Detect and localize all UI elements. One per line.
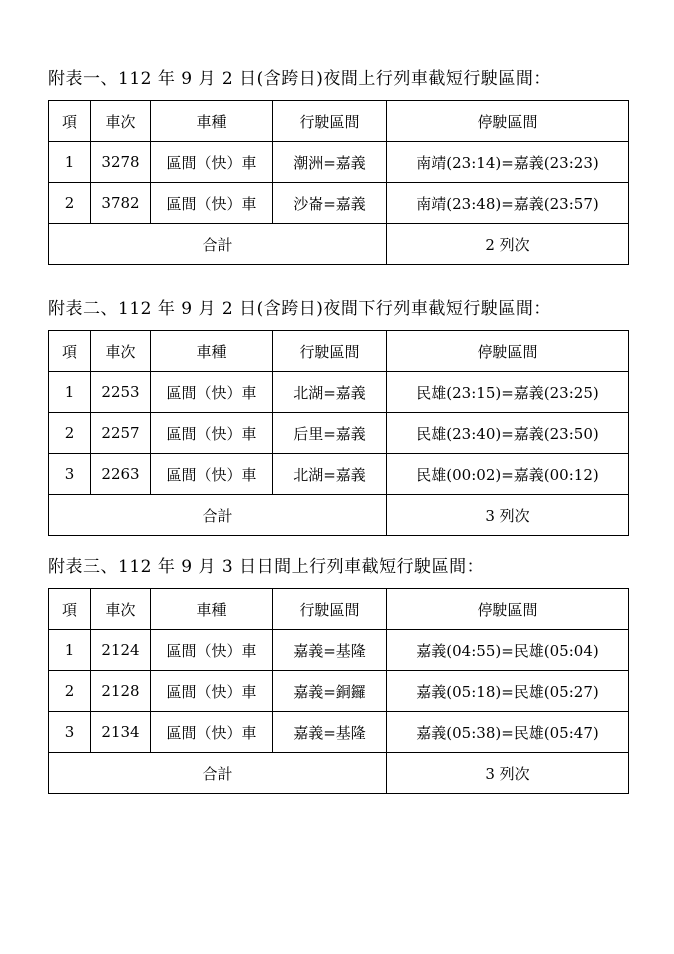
header-type: 車種 (151, 589, 273, 630)
total-value: 3 列次 (387, 753, 629, 794)
cell-type: 區間（快）車 (151, 413, 273, 454)
cell-train: 3782 (91, 183, 151, 224)
table-row (49, 630, 629, 671)
table-row (49, 372, 629, 413)
cell-no: 3 (49, 454, 91, 495)
header-row (49, 589, 629, 630)
cell-segment: 沙崙=嘉義 (273, 183, 387, 224)
header-segment: 行駛區間 (273, 101, 387, 142)
cell-train: 2134 (91, 712, 151, 753)
cell-stop: 民雄(00:02)=嘉義(00:12) (387, 454, 629, 495)
cell-stop: 民雄(23:40)=嘉義(23:50) (387, 413, 629, 454)
section-title: 附表一、112 年 9 月 2 日(含跨日)夜間上行列車截短行駛區間： (48, 69, 551, 89)
cell-type: 區間（快）車 (151, 671, 273, 712)
table-row (49, 671, 629, 712)
cell-segment: 嘉義=基隆 (273, 712, 387, 753)
header-row (49, 101, 629, 142)
total-label: 合計 (49, 224, 387, 265)
cell-type: 區間（快）車 (151, 142, 273, 183)
cell-stop: 嘉義(05:18)=民雄(05:27) (387, 671, 629, 712)
header-no: 項 (49, 101, 91, 142)
header-row (49, 331, 629, 372)
cell-stop: 南靖(23:14)=嘉義(23:23) (387, 142, 629, 183)
cell-train: 2257 (91, 413, 151, 454)
cell-type: 區間（快）車 (151, 630, 273, 671)
header-segment: 行駛區間 (273, 589, 387, 630)
cell-train: 2124 (91, 630, 151, 671)
schedule-table (48, 588, 629, 794)
section-title: 附表三、112 年 9 月 3 日日間上行列車截短行駛區間： (48, 557, 485, 577)
total-label: 合計 (49, 753, 387, 794)
cell-no: 1 (49, 142, 91, 183)
cell-no: 1 (49, 372, 91, 413)
cell-no: 2 (49, 183, 91, 224)
cell-stop: 民雄(23:15)=嘉義(23:25) (387, 372, 629, 413)
header-train: 車次 (91, 331, 151, 372)
total-value: 3 列次 (387, 495, 629, 536)
cell-segment: 北湖=嘉義 (273, 454, 387, 495)
header-train: 車次 (91, 589, 151, 630)
header-stop: 停駛區間 (387, 589, 629, 630)
cell-no: 3 (49, 712, 91, 753)
cell-stop: 南靖(23:48)=嘉義(23:57) (387, 183, 629, 224)
cell-train: 2263 (91, 454, 151, 495)
schedule-table (48, 330, 629, 536)
total-value: 2 列次 (387, 224, 629, 265)
cell-segment: 北湖=嘉義 (273, 372, 387, 413)
table-row (49, 183, 629, 224)
table-row (49, 712, 629, 753)
total-row (49, 495, 629, 536)
total-row (49, 224, 629, 265)
header-segment: 行駛區間 (273, 331, 387, 372)
header-type: 車種 (151, 331, 273, 372)
cell-segment: 潮洲=嘉義 (273, 142, 387, 183)
table-row (49, 142, 629, 183)
cell-train: 2128 (91, 671, 151, 712)
header-stop: 停駛區間 (387, 331, 629, 372)
cell-train: 3278 (91, 142, 151, 183)
schedule-table (48, 100, 629, 265)
cell-no: 1 (49, 630, 91, 671)
table-row (49, 454, 629, 495)
header-no: 項 (49, 589, 91, 630)
cell-type: 區間（快）車 (151, 454, 273, 495)
cell-segment: 后里=嘉義 (273, 413, 387, 454)
cell-train: 2253 (91, 372, 151, 413)
total-row (49, 753, 629, 794)
cell-stop: 嘉義(05:38)=民雄(05:47) (387, 712, 629, 753)
cell-type: 區間（快）車 (151, 183, 273, 224)
cell-type: 區間（快）車 (151, 712, 273, 753)
cell-segment: 嘉義=銅鑼 (273, 671, 387, 712)
cell-type: 區間（快）車 (151, 372, 273, 413)
table-row (49, 413, 629, 454)
section-title: 附表二、112 年 9 月 2 日(含跨日)夜間下行列車截短行駛區間： (48, 299, 551, 319)
cell-no: 2 (49, 671, 91, 712)
header-stop: 停駛區間 (387, 101, 629, 142)
header-no: 項 (49, 331, 91, 372)
cell-no: 2 (49, 413, 91, 454)
header-type: 車種 (151, 101, 273, 142)
cell-segment: 嘉義=基隆 (273, 630, 387, 671)
total-label: 合計 (49, 495, 387, 536)
header-train: 車次 (91, 101, 151, 142)
cell-stop: 嘉義(04:55)=民雄(05:04) (387, 630, 629, 671)
